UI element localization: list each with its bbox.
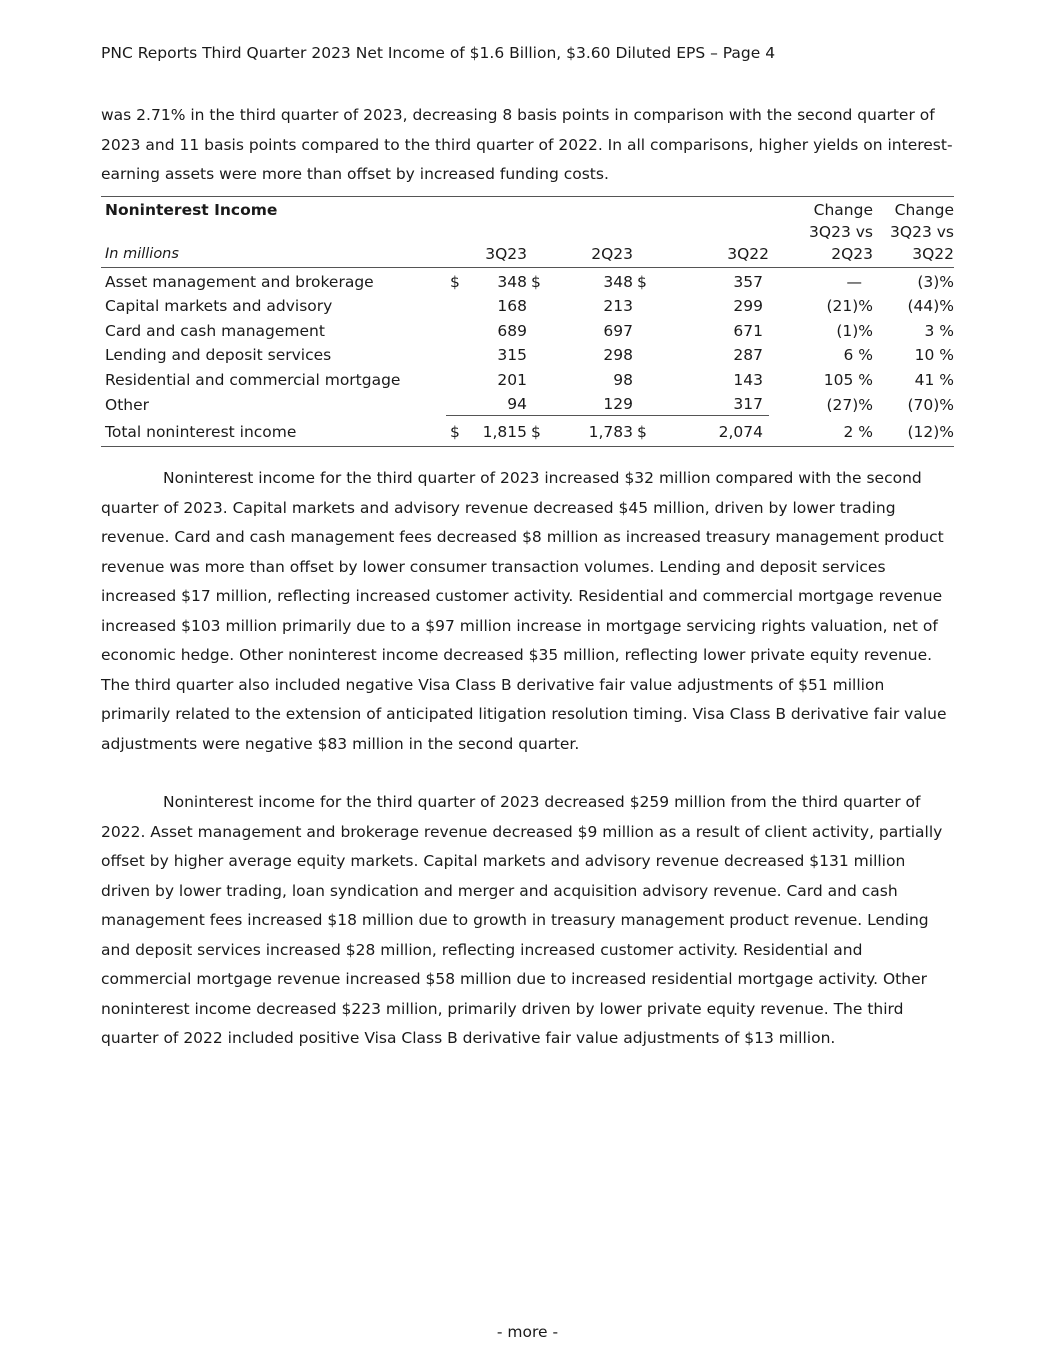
header-change-2-line3: 3Q22 [879,243,954,268]
page-footer: - more - [496,1323,559,1341]
header-3q22: 3Q22 [633,243,769,268]
header-change-1-line2: 3Q23 vs [809,223,873,241]
paragraph-prior-year-comparison: Noninterest income for the third quarter of 2023 decreased $259 million from the third quarter of 2022. Asset management and brokerage revenue decreased $9 million as a result of client activity, partially offset by higher average equity markets. Capital markets and advisory revenue decreased $131 million driven by lower trading, loan syndication and merger and acquisition advisory revenue. Card and cash management fees increased $18 million due to growth in treasury management product revenue. Lending and deposit services increased $28 million, reflecting increased customer activity. Residential and commercial mortgage revenue increased $58 million due to increased residential mortgage activity. Other noninterest income decreased $223 million, primarily driven by lower private equity revenue. The third quarter of 2022 included positive Visa Class B derivative fair value adjustments of $13 million. [101,793,943,1047]
header-change-2-line2: 3Q23 vs [890,223,954,241]
table-total-row: Total noninterest income $ 1,815 $ 1,783 $ 2,074 2 % (12)% [105,423,954,441]
intro-paragraph: was 2.71% in the third quarter of 2023, decreasing 8 basis points in comparison with the second quarter of 2023 and 11 basis points compared to the third quarter of 2022. In all comparisons, higher yields on interest-earning assets were more than offset by increased funding costs. [101,106,953,183]
paragraph-second-quarter-comparison: Noninterest income for the third quarter of 2023 increased $32 million compared with the second quarter of 2023. Capital markets and advisory revenue decreased $45 million, driven by lower trading revenue. Card and cash management fees decreased $8 million as increased treasury management product revenue was more than offset by lower consumer transaction volumes. Lending and deposit services increased $17 million, reflecting increased customer activity. Residential and commercial mortgage revenue increased $103 million primarily due to a $97 million increase in mortgage servicing rights valuation, net of economic hedge. Other noninterest income decreased $35 million, reflecting lower private equity revenue. The third quarter also included negative Visa Class B derivative fair value adjustments of $51 million primarily related to the extension of anticipated litigation resolution timing. Visa Class B derivative fair value adjustments were negative $83 million in the second quarter. [101,469,947,753]
table-row: Residential and commercial mortgage 201 98 143 105 % 41 % [105,370,954,389]
page-header: PNC Reports Third Quarter 2023 Net Income of $1.6 Billion, $3.60 Diluted EPS – Page 4 [101,44,776,62]
header-change-1-line3: 2Q23 [769,243,879,268]
noninterest-income-table [101,196,954,447]
units-label: In millions [101,243,446,268]
table-row: Lending and deposit services 315 298 287 6 % 10 % [105,346,954,364]
table-row: Card and cash management 689 697 671 (1)% 3 % [105,321,954,340]
header-change-2-line1: Change [894,201,954,219]
header-2q23: 2Q23 [527,243,633,268]
table-row: Asset management and brokerage $ 348 $ 348 $ 357 — (3)% [105,272,954,291]
table-row: Other 94 129 317 (27)% (70)% [101,391,954,416]
table-row: Capital markets and advisory 168 213 299 (21)% (44)% [105,297,954,315]
header-change-1-line1: Change [813,201,873,219]
header-3q23: 3Q23 [446,243,527,268]
table-title: Noninterest Income [105,201,278,219]
